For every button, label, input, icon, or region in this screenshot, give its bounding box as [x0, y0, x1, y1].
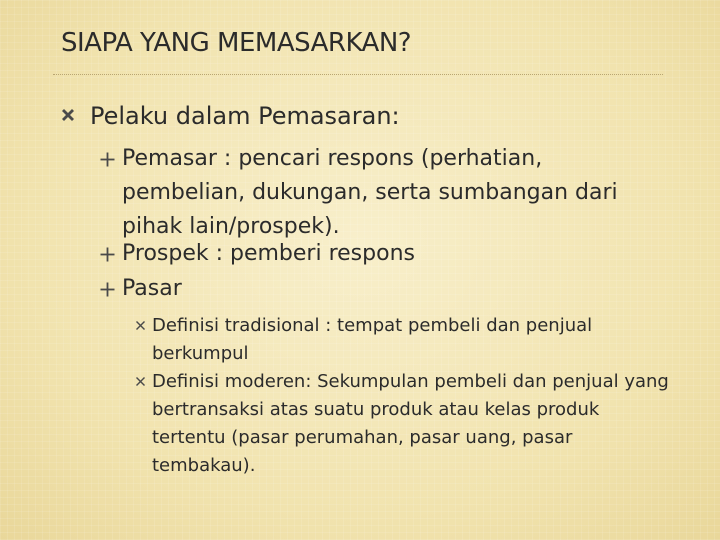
bullet-item-pemasar: [100, 142, 660, 244]
bullet-text-pelaku: Pelaku dalam Pemasaran:: [90, 102, 400, 130]
bullet-text-pasar: Pasar: [122, 276, 182, 301]
bullet-item-pelaku: [60, 99, 660, 133]
plus-bullet-icon: [100, 247, 115, 262]
bullet-text-definisi-tradisional: Definisi tradisional : tempat pembeli dan penjual berkumpul: [152, 315, 593, 364]
bullet-item-pasar: [100, 272, 660, 306]
bullet-item-definisi-moderen: [135, 368, 675, 480]
x-bullet-icon: [135, 376, 146, 387]
slide-title: SIAPA YANG MEMASARKAN?: [61, 28, 412, 58]
bullet-text-prospek: Prospek : pemberi respons: [122, 241, 415, 266]
bullet-text-definisi-moderen: Definisi moderen: Sekumpulan pembeli dan penjual yang bertransaksi atas suatu produk atau kelas produk tertentu (pasar perumahan, pasar uang, pasar tembakau).: [152, 371, 669, 476]
x-bullet-icon: [60, 107, 76, 123]
title-divider: [53, 74, 663, 75]
bullet-text-pemasar: Pemasar : pencari respons (perhatian, pembelian, dukungan, serta sumbangan dari pihak lain/prospek).: [122, 146, 618, 239]
plus-bullet-icon: [100, 152, 115, 167]
plus-bullet-icon: [100, 282, 115, 297]
x-bullet-icon: [135, 320, 146, 331]
bullet-item-definisi-tradisional: [135, 312, 675, 368]
bullet-item-prospek: [100, 237, 660, 271]
